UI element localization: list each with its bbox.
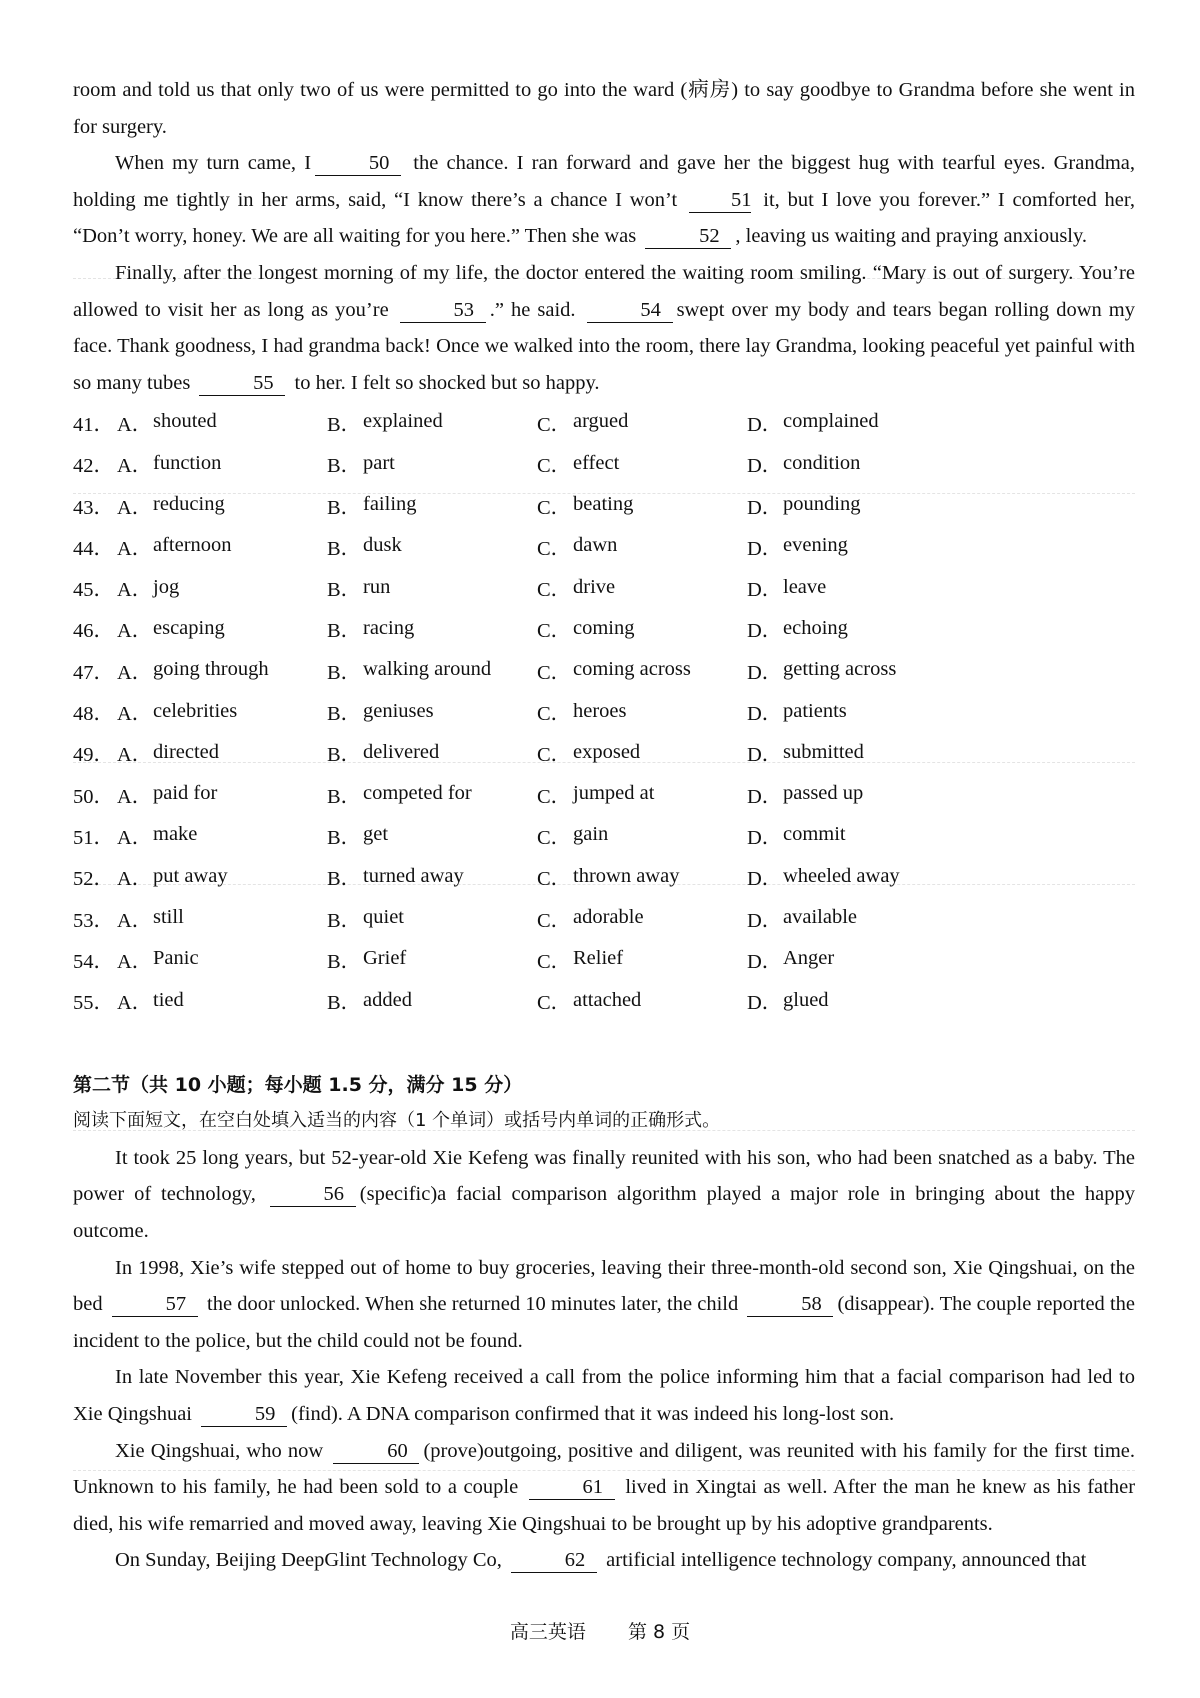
option-choice-b: [327, 448, 537, 478]
option-choice-b: [327, 655, 537, 685]
option-choice-d: [747, 820, 1047, 850]
option-choice-a: [117, 779, 327, 809]
option-choice-b: [327, 572, 537, 602]
option-choice-a: [117, 696, 327, 726]
option-letter: C．: [537, 992, 572, 1015]
blank-53: 53: [400, 298, 486, 323]
question-number: 43．: [73, 496, 114, 519]
option-row: [73, 484, 1135, 525]
option-letter: D．: [747, 785, 783, 808]
option-text: commit: [783, 823, 846, 846]
option-choice-c: [537, 572, 747, 602]
blank-56: 56: [270, 1182, 356, 1207]
question-number: 45．: [73, 579, 114, 602]
option-choice-d: [747, 861, 1047, 891]
option-letter: A．: [117, 744, 153, 767]
option-row: [73, 443, 1135, 484]
option-choice-b: [327, 613, 537, 643]
option-letter: A．: [117, 868, 153, 891]
question-number: 48．: [73, 703, 114, 726]
paragraph-text: .” he said.: [489, 298, 576, 321]
footer-page-number: 第 8 页: [627, 1621, 691, 1643]
option-text: wheeled away: [783, 864, 900, 887]
option-choice-c: [537, 903, 747, 933]
option-text: put away: [153, 864, 228, 887]
option-letter: D．: [747, 868, 783, 891]
option-text: Panic: [153, 947, 199, 970]
option-letter: A．: [117, 661, 153, 684]
question-number: 42．: [73, 455, 114, 478]
grammar-paragraph-2: [73, 1250, 1135, 1360]
option-text: argued: [573, 410, 629, 433]
option-row: [73, 525, 1135, 566]
option-text: geniuses: [363, 699, 434, 722]
option-text: added: [363, 988, 412, 1011]
option-choice-b: [327, 779, 537, 809]
option-letter: C．: [537, 413, 572, 436]
blank-61: 61: [529, 1475, 615, 1500]
option-text: tied: [153, 988, 184, 1011]
option-letter: D．: [747, 413, 783, 436]
option-text: jog: [153, 575, 180, 598]
question-number: 47．: [73, 661, 114, 684]
option-choice-b: [327, 490, 537, 520]
option-text: reducing: [153, 493, 225, 516]
option-letter: B．: [327, 744, 362, 767]
option-text: complained: [783, 410, 879, 433]
option-letter: B．: [327, 909, 362, 932]
option-text: Anger: [783, 947, 835, 970]
option-choice-d: [747, 572, 1047, 602]
option-letter: B．: [327, 496, 362, 519]
option-text: going through: [153, 658, 269, 681]
option-text: patients: [783, 699, 847, 722]
paragraph-text: On Sunday, Beijing DeepGlint Technology Co,: [115, 1549, 502, 1572]
option-letter: C．: [537, 950, 572, 973]
answer-options-list: [73, 401, 1135, 1020]
option-letter: B．: [327, 537, 362, 560]
section-title: 第二节（共 10 小题；每小题 1.5 分，满分 15 分）: [73, 1073, 523, 1096]
option-text: still: [153, 906, 184, 929]
question-number: 51．: [73, 826, 114, 849]
blank-58: 58: [747, 1292, 833, 1317]
option-letter: B．: [327, 620, 362, 643]
question-number: 55．: [73, 992, 114, 1015]
blank-54: 54: [587, 298, 673, 323]
option-choice-d: [747, 779, 1047, 809]
option-text: afternoon: [153, 534, 232, 557]
option-choice-a: [117, 531, 327, 561]
option-text: walking around: [363, 658, 492, 681]
option-letter: C．: [537, 703, 572, 726]
option-text: coming: [573, 616, 635, 639]
option-letter: B．: [327, 992, 362, 1015]
option-choice-c: [537, 820, 747, 850]
paragraph-text: it, but I love you forever.” I comforted her, “Don’t worry, honey. We are all waiting for you here.” Then she was: [73, 188, 1136, 248]
option-text: coming across: [573, 658, 691, 681]
option-choice-c: [537, 490, 747, 520]
option-letter: D．: [747, 703, 783, 726]
grammar-paragraph-4: [73, 1433, 1135, 1543]
paragraph-text: (specific)a facial comparison algorithm played a major role in bringing about the happy outcome.: [73, 1183, 1135, 1242]
option-letter: B．: [327, 950, 362, 973]
option-choice-b: [327, 407, 537, 437]
paragraph-text: the chance. I ran forward and gave her the biggest hug with tearful eyes. Grandma, holding me tightly in her arms, said, “I know there’s a chance I won’t: [73, 152, 1136, 211]
option-letter: B．: [327, 661, 362, 684]
option-choice-d: [747, 655, 1047, 685]
option-choice-a: [117, 490, 327, 520]
cloze-paragraph-3: [73, 255, 1135, 401]
paragraph-text: (find). A DNA comparison confirmed that it was indeed his long-lost son.: [291, 1402, 895, 1425]
option-row: [73, 732, 1135, 773]
option-letter: B．: [327, 413, 362, 436]
option-text: make: [153, 823, 198, 846]
option-choice-c: [537, 613, 747, 643]
option-row: [73, 938, 1135, 979]
paragraph-text: artificial intelligence technology company, announced that: [606, 1549, 1087, 1572]
option-text: evening: [783, 534, 848, 557]
paragraph-text: In late November this year, Xie Kefeng received a call from the police informing him that a facial comparison had led to Xie Qingshuai: [73, 1366, 1135, 1425]
option-letter: B．: [327, 868, 362, 891]
paragraph-text: In 1998, Xie’s wife stepped out of home to buy groceries, leaving their three-month-old second son, Xie Qingshuai, on the bed: [73, 1256, 1135, 1316]
blank-50: 50: [315, 151, 401, 176]
option-text: effect: [573, 451, 620, 474]
option-text: dawn: [573, 534, 618, 557]
grammar-paragraph-1: [73, 1140, 1135, 1250]
paragraph-text: Finally, after the longest morning of my life, the doctor entered the waiting room smiling. “Mary is out of surgery. You’re allowed to visit her as long as you’re: [73, 261, 1135, 321]
option-letter: C．: [537, 826, 572, 849]
option-row: [73, 856, 1135, 897]
option-choice-c: [537, 779, 747, 809]
option-letter: C．: [537, 744, 572, 767]
option-choice-d: [747, 490, 1047, 520]
grammar-paragraph-5: [73, 1542, 1135, 1579]
cloze-paragraph-1: [73, 72, 1135, 145]
option-text: exposed: [573, 740, 641, 763]
option-text: function: [153, 451, 222, 474]
paragraph-text: (prove)outgoing, positive and diligent, was reunited with his family for the first time. Unknown to his family, he had been sold to a couple: [73, 1439, 1136, 1499]
option-text: celebrities: [153, 699, 238, 722]
paragraph-text: Xie Qingshuai, who now: [115, 1439, 324, 1462]
option-choice-d: [747, 407, 1047, 437]
option-text: leave: [783, 575, 827, 598]
page-content: [73, 72, 1135, 1579]
option-letter: D．: [747, 537, 783, 560]
option-choice-d: [747, 985, 1047, 1015]
option-text: get: [363, 823, 389, 846]
option-row: [73, 980, 1135, 1021]
option-row: [73, 567, 1135, 608]
blank-52: 52: [645, 224, 731, 249]
option-text: condition: [783, 451, 861, 474]
option-letter: B．: [327, 826, 362, 849]
option-letter: A．: [117, 496, 153, 519]
paragraph-text: swept over my body and tears began rolling down my face. Thank goodness, I had grandma back! Once we walked into the room, there lay Grandma, looking peaceful yet painful with so many tubes: [73, 298, 1136, 394]
option-text: jumped at: [573, 782, 655, 805]
option-text: competed for: [363, 782, 472, 805]
option-choice-c: [537, 985, 747, 1015]
option-text: getting across: [783, 658, 897, 681]
paragraph-text: the door unlocked. When she returned 10 minutes later, the child: [207, 1293, 739, 1316]
option-letter: A．: [117, 909, 153, 932]
option-choice-a: [117, 737, 327, 767]
option-text: paid for: [153, 782, 218, 805]
paragraph-text: When my turn came, I: [115, 152, 312, 175]
option-row: [73, 814, 1135, 855]
option-choice-d: [747, 903, 1047, 933]
option-choice-c: [537, 696, 747, 726]
option-choice-b: [327, 861, 537, 891]
option-text: submitted: [783, 740, 864, 763]
option-choice-a: [117, 613, 327, 643]
option-letter: D．: [747, 744, 783, 767]
question-number: 50．: [73, 785, 114, 808]
option-choice-b: [327, 820, 537, 850]
option-text: Grief: [363, 947, 407, 970]
option-text: directed: [153, 740, 220, 763]
option-choice-d: [747, 944, 1047, 974]
option-letter: A．: [117, 703, 153, 726]
paragraph-text: lived in Xingtai as well. After the man he knew as his father died, his wife remarried and moved away, leaving Xie Qingshuai to be brought up by his adoptive grandparents.: [73, 1476, 1136, 1535]
page-footer: [0, 1617, 1200, 1644]
paragraph-text: to her. I felt so shocked but so happy.: [294, 371, 600, 394]
option-choice-c: [537, 861, 747, 891]
option-choice-d: [747, 696, 1047, 726]
option-choice-c: [537, 655, 747, 685]
option-text: heroes: [573, 699, 627, 722]
option-text: racing: [363, 616, 415, 639]
question-number: 44．: [73, 537, 114, 560]
option-text: part: [363, 451, 395, 474]
option-letter: D．: [747, 950, 783, 973]
blank-51: 51: [689, 188, 752, 213]
grammar-paragraph-3: [73, 1359, 1135, 1432]
option-choice-b: [327, 903, 537, 933]
option-letter: C．: [537, 537, 572, 560]
option-letter: D．: [747, 826, 783, 849]
option-choice-d: [747, 737, 1047, 767]
option-text: dusk: [363, 534, 402, 557]
option-letter: A．: [117, 620, 153, 643]
option-row: [73, 401, 1135, 442]
option-text: pounding: [783, 493, 861, 516]
option-choice-a: [117, 407, 327, 437]
option-letter: D．: [747, 579, 783, 602]
option-text: available: [783, 906, 857, 929]
option-text: thrown away: [573, 864, 680, 887]
question-number: 52．: [73, 868, 114, 891]
option-choice-a: [117, 572, 327, 602]
option-text: shouted: [153, 410, 217, 433]
option-text: attached: [573, 988, 642, 1011]
option-text: run: [363, 575, 391, 598]
paragraph-text: room and told us that only two of us were permitted to go into the ward (病房) to say goodbye to Grandma before she went in for surgery.: [73, 79, 1135, 138]
option-letter: C．: [537, 909, 572, 932]
option-letter: D．: [747, 661, 783, 684]
option-text: passed up: [783, 782, 864, 805]
option-choice-a: [117, 655, 327, 685]
option-choice-b: [327, 531, 537, 561]
option-letter: A．: [117, 537, 153, 560]
option-choice-a: [117, 820, 327, 850]
option-choice-a: [117, 903, 327, 933]
option-letter: A．: [117, 579, 153, 602]
option-row: [73, 897, 1135, 938]
question-number: 41．: [73, 413, 114, 436]
option-choice-c: [537, 944, 747, 974]
option-letter: A．: [117, 826, 153, 849]
option-letter: C．: [537, 620, 572, 643]
option-choice-b: [327, 944, 537, 974]
option-row: [73, 608, 1135, 649]
option-letter: B．: [327, 703, 362, 726]
option-text: escaping: [153, 616, 225, 639]
option-choice-a: [117, 861, 327, 891]
option-letter: C．: [537, 868, 572, 891]
option-letter: A．: [117, 950, 153, 973]
option-choice-d: [747, 613, 1047, 643]
option-text: beating: [573, 493, 634, 516]
blank-60: 60: [333, 1439, 419, 1464]
option-choice-c: [537, 737, 747, 767]
option-row: [73, 773, 1135, 814]
question-number: 49．: [73, 744, 114, 767]
blank-59: 59: [201, 1402, 287, 1427]
option-text: turned away: [363, 864, 464, 887]
question-number: 53．: [73, 909, 114, 932]
option-row: [73, 649, 1135, 690]
option-letter: C．: [537, 785, 572, 808]
option-text: gain: [573, 823, 609, 846]
cloze-paragraph-2: [73, 145, 1135, 255]
option-letter: D．: [747, 496, 783, 519]
option-text: delivered: [363, 740, 440, 763]
option-choice-a: [117, 448, 327, 478]
option-row: [73, 690, 1135, 731]
option-choice-b: [327, 737, 537, 767]
paragraph-text: It took 25 long years, but 52-year-old Xie Kefeng was finally reunited with his son, who had been snatched as a baby. The power of technology,: [73, 1146, 1135, 1206]
blank-57: 57: [112, 1292, 198, 1317]
option-letter: A．: [117, 785, 153, 808]
option-letter: B．: [327, 579, 362, 602]
option-choice-d: [747, 448, 1047, 478]
option-text: Relief: [573, 947, 624, 970]
paragraph-text: , leaving us waiting and praying anxiously.: [735, 225, 1088, 248]
option-letter: C．: [537, 496, 572, 519]
option-choice-c: [537, 531, 747, 561]
option-text: quiet: [363, 906, 404, 929]
option-letter: D．: [747, 909, 783, 932]
option-text: echoing: [783, 616, 848, 639]
option-letter: C．: [537, 455, 572, 478]
option-text: adorable: [573, 906, 644, 929]
option-letter: A．: [117, 455, 153, 478]
option-letter: A．: [117, 992, 153, 1015]
option-text: drive: [573, 575, 616, 598]
option-letter: D．: [747, 620, 783, 643]
section-instruction: 阅读下面短文，在空白处填入适当的内容（1 个单词）或括号内单词的正确形式。: [73, 1109, 721, 1131]
option-text: explained: [363, 410, 443, 433]
option-choice-b: [327, 985, 537, 1015]
option-letter: A．: [117, 413, 153, 436]
question-number: 46．: [73, 620, 114, 643]
option-choice-b: [327, 696, 537, 726]
question-number: 54．: [73, 950, 114, 973]
paragraph-text: (disappear). The couple reported the incident to the police, but the child could not be found.: [73, 1293, 1136, 1352]
option-text: glued: [783, 988, 829, 1011]
option-choice-c: [537, 407, 747, 437]
option-letter: D．: [747, 992, 783, 1015]
option-text: failing: [363, 493, 417, 516]
option-choice-c: [537, 448, 747, 478]
option-letter: D．: [747, 455, 783, 478]
footer-subject: 高三英语: [509, 1621, 586, 1643]
blank-62: 62: [511, 1548, 597, 1573]
option-letter: B．: [327, 785, 362, 808]
option-letter: C．: [537, 579, 572, 602]
option-letter: B．: [327, 455, 362, 478]
option-choice-a: [117, 985, 327, 1015]
blank-55: 55: [199, 371, 285, 396]
option-choice-d: [747, 531, 1047, 561]
option-choice-a: [117, 944, 327, 974]
option-letter: C．: [537, 661, 572, 684]
